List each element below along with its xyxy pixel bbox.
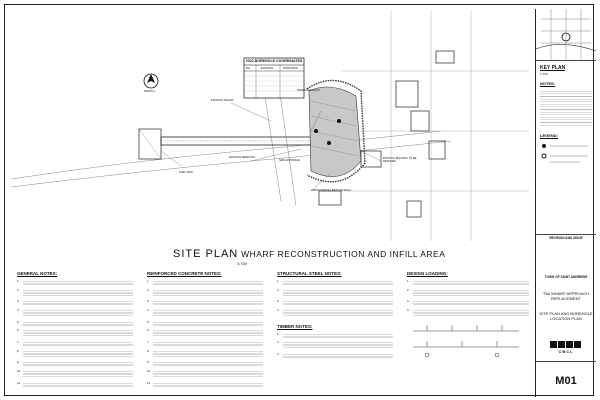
legend-label: LEGEND:: [540, 133, 558, 138]
site-plan-scale: 1:750: [237, 261, 248, 266]
note-text-lines: [153, 308, 263, 318]
north-label: NORTH: [144, 89, 155, 93]
note-text-lines: [153, 360, 263, 366]
note-text-lines: [23, 308, 133, 318]
note-number: 3.: [407, 299, 410, 304]
reinforced-notes-list: [147, 279, 263, 387]
note-number: 4.: [17, 307, 20, 312]
legend-symbols: [540, 141, 592, 171]
note-item: [17, 360, 133, 366]
note-item: [147, 340, 263, 346]
note-number: 7.: [147, 340, 150, 345]
note-number: 2.: [17, 287, 20, 292]
borehole-table: [244, 58, 304, 98]
borehole-legend-icon: [542, 144, 546, 148]
revision-divider: [536, 234, 596, 235]
building: [396, 81, 418, 107]
note-item: [277, 279, 393, 285]
timber-notes-title: TIMBER NOTES:: [277, 323, 313, 329]
note-number: 4.: [407, 307, 410, 312]
note-number: 1.: [17, 279, 20, 283]
site-plan-title: [173, 248, 445, 260]
callout-existing-wharf: EXISTING WHARF: [211, 99, 234, 102]
structural-notes-list: [277, 279, 393, 318]
note-item: [17, 320, 133, 326]
project-title-line1: T5A WHARF APPROACH: [542, 291, 590, 296]
load-diagram: [407, 323, 525, 363]
wharf-structure: [139, 129, 311, 159]
note-text-lines: [23, 328, 133, 338]
cbcl-logo: [546, 339, 586, 355]
drawing-sheet: [4, 4, 594, 396]
note-item: [147, 308, 263, 318]
key-plan-svg: [536, 9, 596, 61]
site-plan-drawing: [11, 11, 529, 269]
note-number: 9.: [17, 360, 20, 365]
note-text-lines: [23, 288, 133, 298]
note-item: [147, 279, 263, 285]
north-arrow-icon: [144, 74, 158, 88]
note-number: 8.: [147, 348, 150, 353]
note-number: 6.: [17, 328, 20, 333]
note-number: 11.: [147, 380, 151, 385]
note-item: [277, 299, 393, 305]
note-item: [147, 349, 263, 359]
note-text-lines: [283, 288, 393, 298]
note-text-lines: [23, 340, 133, 346]
drawing-title-line1: SITE PLAN AND BOREHOLE: [539, 311, 593, 316]
sheet-number: M01: [555, 375, 577, 387]
callout-existing-pedestal: EXISTING PEDESTAL: [229, 156, 256, 159]
note-text-lines: [153, 320, 263, 326]
notes-section: [17, 271, 532, 393]
borehole-marker: [327, 141, 331, 145]
borehole-table-header-northing: NORTHING: [283, 66, 298, 70]
reinforced-concrete-notes-title: REINFORCED CONCRETE NOTES:: [147, 271, 222, 276]
drawing-title-line2: LOCATION PLAN: [550, 316, 582, 321]
note-text-lines: [283, 299, 393, 305]
note-text-lines: [23, 320, 133, 326]
notes-label: NOTES:: [540, 81, 556, 86]
note-item: [407, 279, 529, 285]
note-text-lines: [23, 381, 133, 387]
note-number: 3.: [147, 299, 150, 304]
note-item: [147, 381, 263, 387]
note-text-lines: [23, 369, 133, 379]
key-plan-map: [536, 9, 596, 61]
drawing-title: [536, 311, 596, 321]
note-text-lines: [413, 299, 529, 305]
note-number: 1.: [147, 279, 150, 283]
existing-borehole-legend-icon: [542, 154, 546, 158]
structural-steel-notes: [277, 271, 393, 360]
project-title: [536, 291, 596, 301]
design-loading-list: [407, 279, 529, 318]
note-number: 5.: [17, 319, 20, 324]
note-number: 3.: [277, 299, 280, 304]
general-notes-title: GENERAL NOTES:: [17, 271, 58, 276]
revision-label: REVISION AND ISSUE: [549, 236, 583, 240]
design-loading-notes: [407, 271, 529, 368]
note-item: [407, 308, 529, 318]
note-item: [277, 288, 393, 298]
note-item: [147, 320, 263, 326]
note-item: [17, 369, 133, 379]
note-text-lines: [23, 360, 133, 366]
note-item: [147, 360, 263, 366]
site-plan-svg: [11, 11, 529, 269]
note-item: [277, 352, 393, 358]
note-number: 3.: [277, 351, 280, 356]
property-lines: [341, 11, 529, 241]
note-text-lines: [413, 279, 529, 285]
note-text-lines: [23, 279, 133, 285]
note-text-lines: [153, 349, 263, 359]
note-text-lines: [283, 332, 393, 338]
note-text-lines: [283, 279, 393, 285]
borehole-table-header-bh: BH: [246, 66, 250, 70]
note-text-lines: [153, 299, 263, 305]
building: [429, 141, 445, 159]
note-item: [17, 381, 133, 387]
note-number: 2.: [407, 287, 410, 292]
note-item: [147, 369, 263, 379]
note-text-lines: [413, 308, 529, 318]
key-plan-title: KEY PLAN: [540, 65, 566, 71]
client-name: TOWN OF SAINT ANDREWS: [544, 275, 588, 279]
borehole-marker: [314, 129, 318, 133]
note-item: [17, 340, 133, 346]
note-number: 10.: [17, 369, 21, 374]
timber-notes-list: [277, 332, 393, 359]
firm-name: CBCL: [558, 349, 574, 354]
note-item: [407, 288, 529, 298]
note-text-lines: [153, 279, 263, 285]
reinforced-concrete-notes: [147, 271, 263, 389]
callout-existing-building: EXISTING BUILDING TO BE RETAINED: [383, 157, 417, 163]
note-number: 3.: [17, 299, 20, 304]
borehole-marker: [337, 119, 341, 123]
note-item: [147, 328, 263, 338]
note-text-lines: [153, 340, 263, 346]
sheet-divider: [536, 361, 596, 362]
note-number: 5.: [147, 319, 150, 324]
building: [407, 201, 421, 217]
borehole-table-header-easting: EASTING: [261, 66, 274, 70]
note-text-lines: [413, 288, 529, 298]
note-item: [17, 328, 133, 338]
callout-approx-limits: APPROXIMATE LIMITS OF INFILL: [311, 189, 352, 192]
site-plan-title-prefix: SITE PLAN: [173, 248, 239, 260]
note-number: 2.: [277, 340, 280, 345]
callout-new-approach: NEW APPROACH: [279, 159, 301, 162]
callout-proposed-rock: PROPOSED ROCK: [297, 89, 320, 92]
note-item: [17, 288, 133, 298]
note-text-lines: [283, 340, 393, 350]
building: [319, 191, 341, 205]
note-item: [17, 299, 133, 305]
note-number: 10.: [147, 369, 151, 374]
note-text-lines: [283, 352, 393, 358]
general-notes: [17, 271, 133, 389]
callout-fuel-tank: FUEL TANK: [179, 171, 193, 174]
note-item: [147, 288, 263, 298]
project-title-line2: REPLACEMENT: [550, 296, 581, 301]
note-number: 9.: [147, 360, 150, 365]
note-number: 2.: [147, 287, 150, 292]
note-text-lines: [153, 381, 263, 387]
note-item: [17, 279, 133, 285]
note-text-lines: [153, 328, 263, 338]
general-notes-list: [17, 279, 133, 387]
note-item: [147, 299, 263, 305]
note-text-lines: [23, 349, 133, 359]
design-loading-title: DESIGN LOADING:: [407, 271, 448, 276]
note-number: 1.: [277, 279, 280, 283]
note-number: 4.: [277, 307, 280, 312]
building: [436, 51, 454, 63]
key-plan-scale: 1:750: [540, 72, 548, 76]
site-plan-title-rest: WHARF RECONSTRUCTION AND INFILL AREA: [241, 249, 446, 259]
note-number: 1.: [277, 331, 280, 336]
note-number: 6.: [147, 328, 150, 333]
note-item: [277, 340, 393, 350]
structural-steel-notes-title: STRUCTURAL STEEL NOTES:: [277, 271, 342, 276]
note-number: 7.: [17, 340, 20, 345]
borehole-table-title: 2022 BOREHOLE COORDINATES: [245, 59, 303, 63]
title-block-notes-text: [540, 89, 592, 127]
note-text-lines: [153, 288, 263, 298]
note-item: [277, 308, 393, 318]
note-item: [17, 349, 133, 359]
note-item: [17, 308, 133, 318]
note-item: [407, 299, 529, 305]
note-text-lines: [153, 369, 263, 379]
note-number: 4.: [147, 307, 150, 312]
note-number: 1.: [407, 279, 410, 283]
title-block: [535, 9, 596, 397]
contour-lines: [11, 66, 451, 206]
note-number: 11.: [17, 380, 21, 385]
note-text-lines: [23, 299, 133, 305]
note-item: [277, 332, 393, 338]
building: [411, 111, 429, 131]
note-number: 2.: [277, 287, 280, 292]
note-text-lines: [283, 308, 393, 318]
note-number: 8.: [17, 348, 20, 353]
